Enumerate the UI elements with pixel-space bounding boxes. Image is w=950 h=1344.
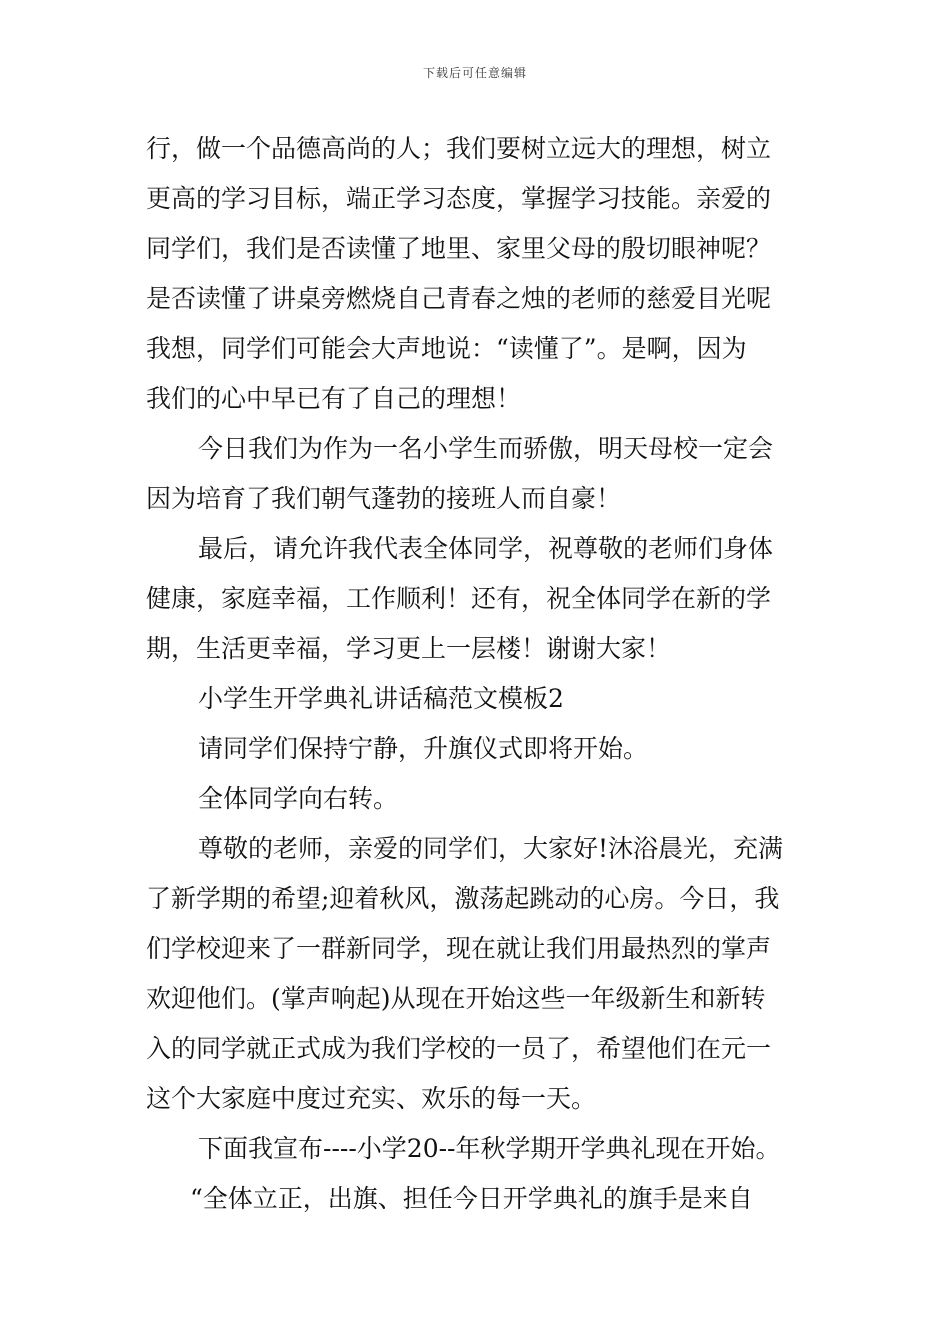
paragraph-start-line: 下面我宣布----小学20--年秋学期开学典礼现在开始。 [198,1134,781,1163]
text-line: 了新学期的希望;迎着秋风，激荡起跳动的心房。今日，我 [146,884,780,913]
text-line: 行，做一个品德高尚的人；我们要树立远大的理想，树立 [146,134,772,163]
paragraph-start-line: “全体立正，出旗、担任今日开学典礼的旗手是来自 [190,1184,753,1213]
document-body [146,124,810,1224]
page-header: 下载后可任意编辑 [422,66,527,80]
text-line: 们学校迎来了一群新同学，现在就让我们用最热烈的掌声 [146,934,772,963]
text-line: 我想，同学们可能会大声地说：“读懂了”。是啊，因为 [146,334,747,363]
paragraph-start-line: 今日我们为作为一名小学生而骄傲，明天母校一定会 [198,434,774,463]
text-line: 健康，家庭幸福，工作顺利！还有，祝全体同学在新的学 [146,584,772,613]
text-line: 同学们，我们是否读懂了地里、家里父母的殷切眼神呢？ [146,234,772,263]
paragraph-start-line: 全体同学向右转。 [198,784,399,813]
text-line: 期，生活更幸福，学习更上一层楼！谢谢大家！ [146,634,672,663]
section-heading: 小学生开学典礼讲话稿范文模板2 [198,684,564,713]
text-line: 更高的学习目标，端正学习态度，掌握学习技能。亲爱的 [146,184,772,213]
text-line: 入的同学就正式成为我们学校的一员了，希望他们在元一 [146,1034,772,1063]
paragraph-start-line: 请同学们保持宁静，升旗仪式即将开始。 [198,734,649,763]
text-line: 是否读懂了讲桌旁燃烧自己青春之烛的老师的慈爱目光呢 [146,284,772,313]
paragraph-start-line: 尊敬的老师，亲爱的同学们，大家好!沐浴晨光，充满 [198,834,784,863]
text-line: 因为培育了我们朝气蓬勃的接班人而自豪！ [146,484,622,513]
paragraph-start-line: 最后，请允许我代表全体同学，祝尊敬的老师们身体 [198,534,774,563]
text-line: 我们的心中早已有了自己的理想！ [146,384,522,413]
text-line: 这个大家庭中度过充实、欢乐的每一天。 [146,1084,597,1113]
text-line: 欢迎他们。(掌声响起)从现在开始这些一年级新生和新转 [146,984,766,1013]
